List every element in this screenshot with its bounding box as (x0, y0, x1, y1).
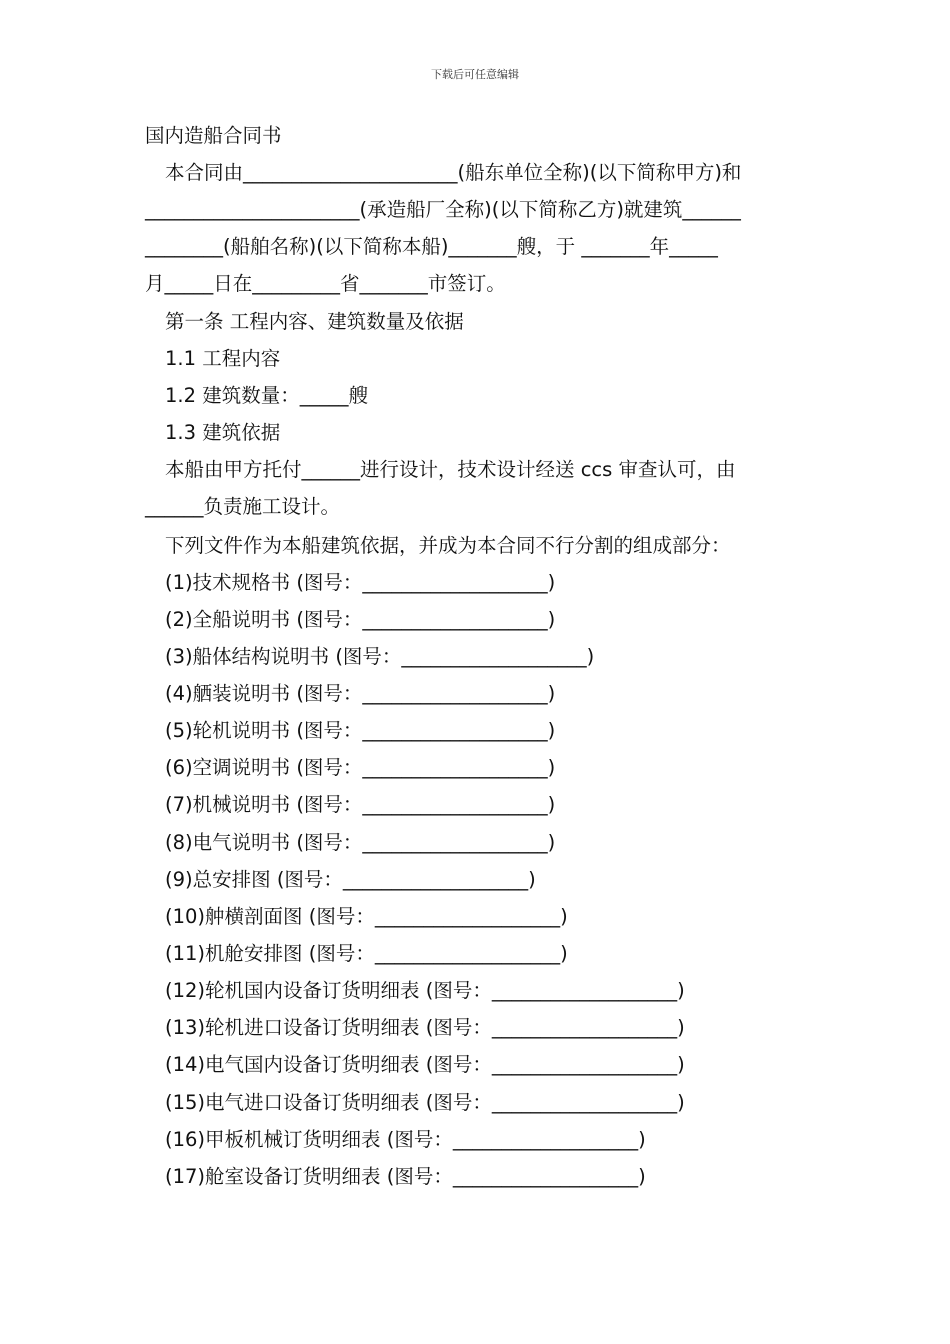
design-paragraph-line: 本船由甲方托付______进行设计，技术设计经送 ccs 审查认可，由 (165, 458, 736, 481)
document-list-item: (6)空调说明书 (图号：___________________) (165, 756, 556, 779)
intro-line: ______________________(承造船厂全称)(以下简称乙方)就建筑______ (145, 198, 741, 221)
document-list-item: (11)机舱安排图 (图号：___________________) (165, 942, 568, 965)
document-list-item: (17)舱室设备订货明细表 (图号：___________________) (165, 1165, 646, 1188)
document-title: 国内造船合同书 (145, 124, 282, 147)
page-header-note: 下载后可任意编辑 (431, 68, 519, 81)
intro-line: 本合同由______________________(船东单位全称)(以下简称甲方)和 (165, 161, 742, 184)
document-list-item: (16)甲板机械订货明细表 (图号：___________________) (165, 1128, 646, 1151)
document-list-item: (15)电气进口设备订货明细表 (图号：___________________) (165, 1091, 685, 1114)
intro-line: 月_____日在_________省_______市签订。 (145, 272, 506, 295)
document-list-item: (5)轮机说明书 (图号：___________________) (165, 719, 556, 742)
document-list-item: (2)全船说明书 (图号：___________________) (165, 608, 556, 631)
intro-line: ________(船舶名称)(以下简称本船)_______艘，于 _______年_____ (145, 235, 718, 258)
article-heading: 第一条 工程内容、建筑数量及依据 (165, 310, 464, 333)
document-list-item: (9)总安排图 (图号：___________________) (165, 868, 536, 891)
document-list-item: (3)船体结构说明书 (图号：___________________) (165, 645, 595, 668)
document-list-item: (4)舾装说明书 (图号：___________________) (165, 682, 556, 705)
document-list-item: (10)舯横剖面图 (图号：___________________) (165, 905, 568, 928)
document-list-item: (1)技术规格书 (图号：___________________) (165, 571, 556, 594)
section-heading: 1.3 建筑依据 (165, 421, 281, 444)
section-heading: 1.1 工程内容 (165, 347, 281, 370)
section-heading: 1.2 建筑数量：_____艘 (165, 384, 368, 407)
document-list-item: (7)机械说明书 (图号：___________________) (165, 793, 556, 816)
document-list-item: (12)轮机国内设备订货明细表 (图号：___________________) (165, 979, 685, 1002)
documents-intro: 下列文件作为本船建筑依据，并成为本合同不行分割的组成部分： (165, 534, 731, 557)
document-list-item: (14)电气国内设备订货明细表 (图号：___________________) (165, 1053, 685, 1076)
document-list-item: (8)电气说明书 (图号：___________________) (165, 831, 556, 854)
design-paragraph-line: ______负责施工设计。 (145, 495, 341, 518)
document-list-item: (13)轮机进口设备订货明细表 (图号：___________________) (165, 1016, 685, 1039)
